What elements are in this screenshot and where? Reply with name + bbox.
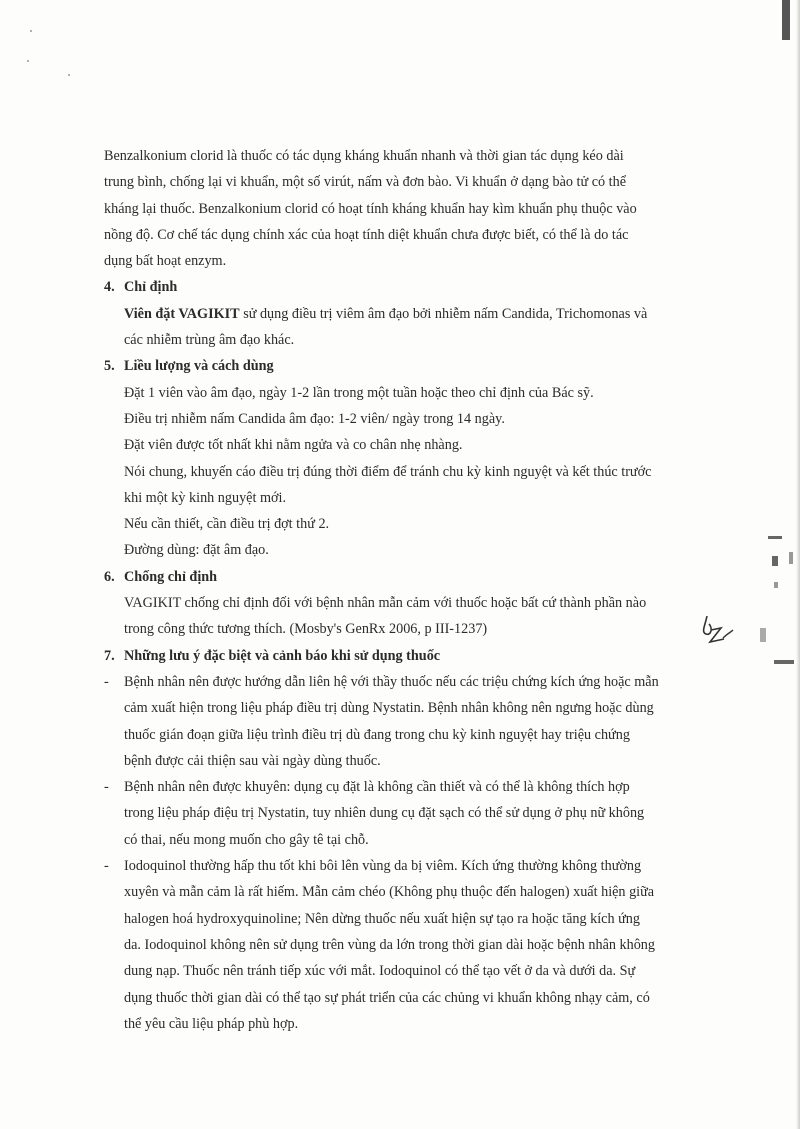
section-heading: Những lưu ý đặc biệt và cảnh báo khi sử dụng thuốc bbox=[124, 647, 441, 664]
text-line: Bệnh nhân nên được hướng dẫn liên hệ với thầy thuốc nếu các triệu chứng kích ứng hoặc mẫn bbox=[124, 673, 659, 690]
text-line: cảm xuất hiện trong liệu pháp điều trị dùng Nystatin. Bệnh nhân không nên ngưng hoặc dùng bbox=[124, 700, 654, 717]
text-line: Đặt 1 viên vào âm đạo, ngày 1-2 lần trong một tuần hoặc theo chỉ định của Bác sỹ. bbox=[124, 384, 594, 401]
text-line: các nhiễm trùng âm đạo khác. bbox=[124, 332, 295, 349]
text-line: Nói chung, khuyến cáo điều trị đúng thời điểm để tránh chu kỳ kinh nguyệt và kết thúc trước bbox=[124, 463, 652, 480]
bullet-marker: - bbox=[104, 858, 109, 875]
list-item bbox=[104, 853, 704, 1037]
margin-mark bbox=[772, 556, 778, 566]
section-heading: Chống chỉ định bbox=[124, 568, 218, 585]
section-contraindications bbox=[104, 564, 704, 643]
text-line: VAGIKIT chống chỉ định đối với bệnh nhân mẫn cảm với thuốc hoặc bất cứ thành phần nào bbox=[124, 595, 647, 612]
text-line: có thai, nếu mong muốn cho gây tê tại chỗ. bbox=[124, 831, 369, 848]
section-number: 6. bbox=[104, 568, 115, 585]
text-line: dụng thuốc thời gian dài có thể tạo sự phát triển của các chủng vi khuẩn không nhạy cảm, có bbox=[124, 989, 650, 1006]
text-line: dung nạp. Thuốc nên tránh tiếp xúc với mắt. Iodoquinol có thể tạo vết ở da và dưới da. Sự bbox=[124, 963, 636, 980]
margin-mark bbox=[774, 582, 778, 588]
margin-mark bbox=[768, 536, 782, 539]
margin-mark bbox=[789, 552, 793, 564]
scan-edge-mark bbox=[782, 0, 790, 40]
section-number: 7. bbox=[104, 647, 115, 664]
document-body bbox=[104, 143, 704, 1037]
list-item bbox=[104, 774, 704, 853]
text-line: Đường dùng: đặt âm đạo. bbox=[124, 542, 269, 559]
bullet-marker: - bbox=[104, 779, 109, 796]
section-heading: Liều lượng và cách dùng bbox=[124, 358, 274, 375]
margin-mark bbox=[774, 660, 794, 664]
section-heading: Chỉ định bbox=[124, 279, 178, 296]
text-line: trong công thức tương thích. (Mosby's GenRx 2006, p III-1237) bbox=[124, 621, 488, 638]
text-line: Iodoquinol thường hấp thu tốt khi bôi lên vùng da bị viêm. Kích ứng thường không thường bbox=[124, 858, 642, 875]
scan-speck bbox=[68, 74, 70, 76]
section-indications bbox=[104, 274, 704, 353]
text-line: Bệnh nhân nên được khuyên: dụng cụ đặt là không cần thiết và có thể là không thích hợp bbox=[124, 779, 630, 796]
text-line: Nếu cần thiết, cần điều trị đợt thứ 2. bbox=[124, 516, 330, 533]
text-line: dụng bất hoạt enzym. bbox=[104, 253, 227, 270]
text-line: Điều trị nhiễm nấm Candida âm đạo: 1-2 viên/ ngày trong 14 ngày. bbox=[124, 410, 505, 427]
section-warnings bbox=[104, 643, 704, 669]
bullet-marker: - bbox=[104, 673, 109, 690]
list-item bbox=[104, 669, 704, 774]
section-number: 4. bbox=[104, 279, 115, 296]
section-dosage bbox=[104, 353, 704, 563]
scan-speck bbox=[27, 60, 29, 62]
section-number: 5. bbox=[104, 358, 115, 375]
text-line: kháng lại thuốc. Benzalkonium clorid có hoạt tính kháng khuẩn hay kìm khuẩn phụ thuộc vào bbox=[104, 200, 637, 217]
text-line: thể yêu cầu liệu pháp phù hợp. bbox=[124, 1015, 299, 1032]
product-name: Viên đặt VAGIKIT bbox=[124, 305, 240, 322]
scan-speck bbox=[30, 30, 32, 32]
text-line: halogen hoá hydroxyquinoline; Nên dừng thuốc nếu xuất hiện sự tạo ra hoặc tăng kích ứng bbox=[124, 910, 640, 927]
text-line: khi một kỳ kinh nguyệt mới. bbox=[124, 489, 286, 506]
text-line: thuốc gián đoạn giữa liệu trình điều trị dù đang trong chu kỳ kinh nguyệt hay triệu chứng bbox=[124, 726, 630, 743]
text-line: Đặt viên được tốt nhất khi nằm ngửa và co chân nhẹ nhàng. bbox=[124, 437, 463, 454]
text-line: trung bình, chống lại vi khuẩn, một số virút, nấm và đơn bào. Vi khuẩn ở dạng bào tử có thể bbox=[104, 174, 626, 191]
text-line: trong liệu pháp điệu trị Nystatin, tuy nhiên dung cụ đặt sạch có thể sử dụng ở phụ nữ không bbox=[124, 805, 645, 822]
text-line: xuyên và mẫn cảm là rất hiếm. Mẫn cảm chéo (Không phụ thuộc đến halogen) xuất hiện giữa bbox=[124, 884, 655, 901]
text-line: da. Iodoquinol không nên sử dụng trên vùng da lớn trong thời gian dài hoặc bệnh nhân không bbox=[124, 936, 655, 953]
text-line: sử dụng điều trị viêm âm đạo bởi nhiễm nấm Candida, Trichomonas và bbox=[239, 305, 648, 322]
text-line: Benzalkonium clorid là thuốc có tác dụng kháng khuẩn nhanh và thời gian tác dụng kéo dài bbox=[104, 148, 624, 164]
text-line: nồng độ. Cơ chế tác dụng chính xác của hoạt tính diệt khuẩn chưa được biết, có thể là do tác bbox=[104, 226, 629, 243]
intro-paragraph bbox=[104, 143, 704, 274]
scan-edge-shadow bbox=[796, 0, 800, 1129]
margin-mark bbox=[760, 628, 766, 642]
text-line: bệnh được cải thiện sau vài ngày dùng thuốc. bbox=[124, 752, 381, 769]
